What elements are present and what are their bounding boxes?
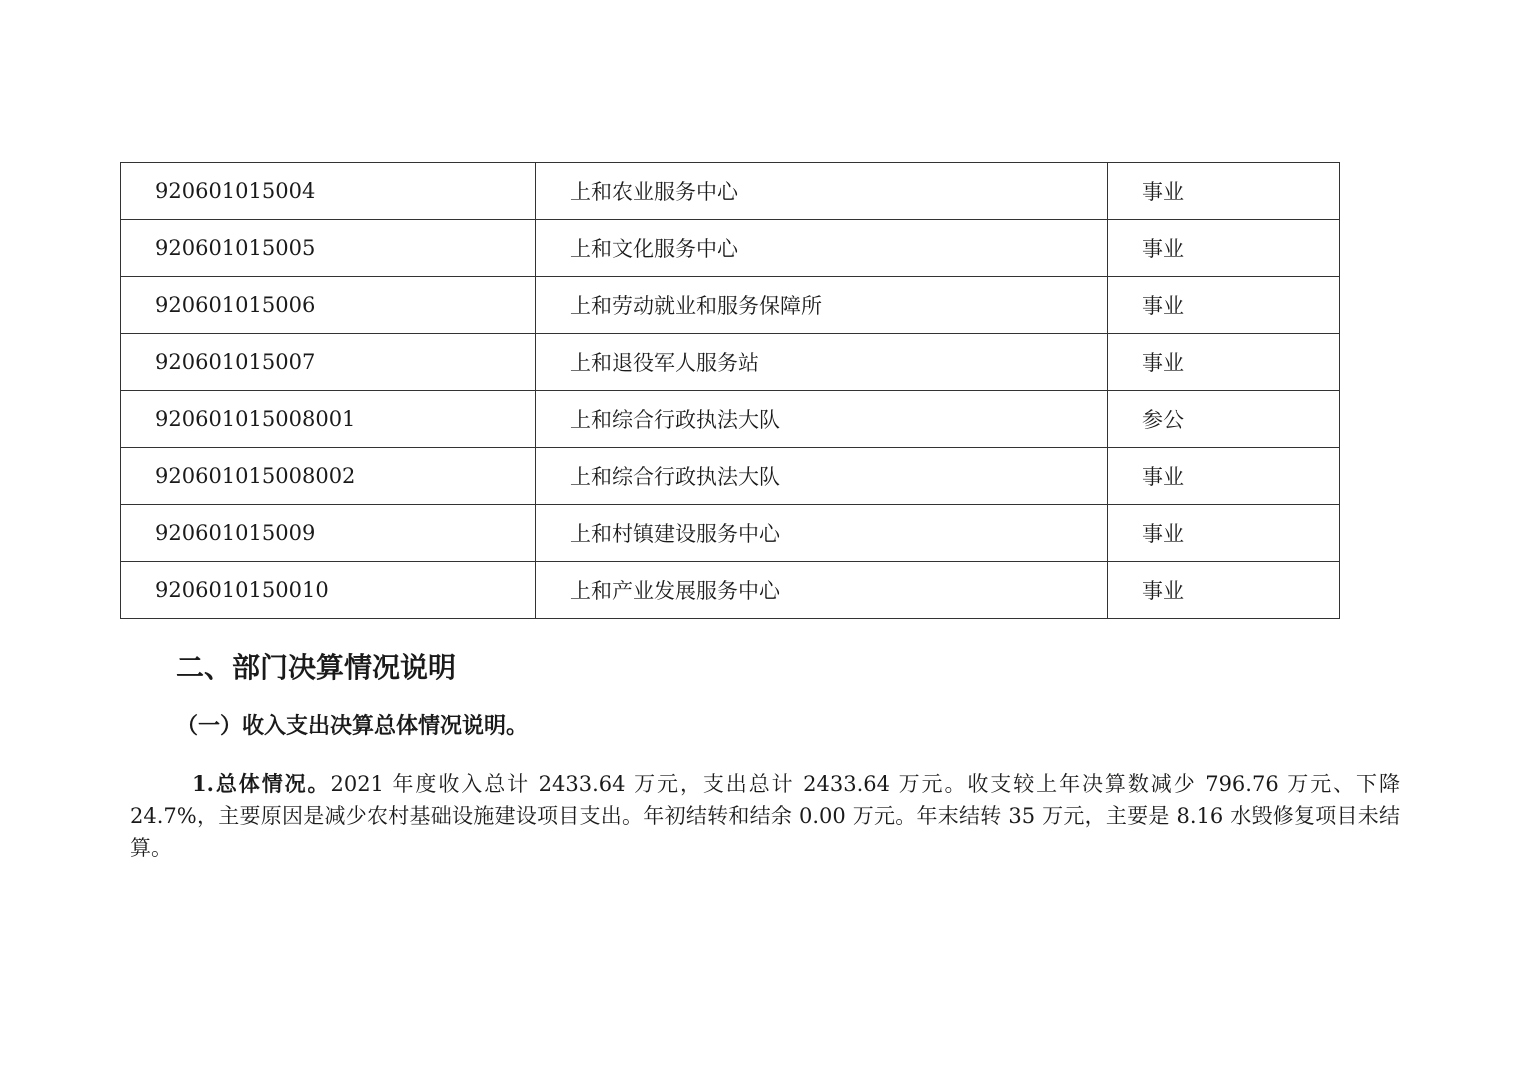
table-row	[121, 391, 1340, 448]
table-row	[121, 277, 1340, 334]
table-row	[121, 220, 1340, 277]
unit-name-cell: 上和综合行政执法大队	[536, 448, 1108, 505]
unit-type-cell: 事业	[1108, 277, 1340, 334]
unit-type-cell: 参公	[1108, 391, 1340, 448]
paragraph-lead: 1.总体情况。	[192, 771, 331, 796]
unit-type-cell: 事业	[1108, 334, 1340, 391]
unit-list-table	[120, 162, 1340, 619]
unit-type-cell: 事业	[1108, 505, 1340, 562]
unit-code-cell: 920601015006	[121, 277, 536, 334]
unit-code-cell: 9206010150010	[121, 562, 536, 619]
unit-code-cell: 920601015008002	[121, 448, 536, 505]
unit-code-cell: 920601015008001	[121, 391, 536, 448]
unit-name-cell: 上和劳动就业和服务保障所	[536, 277, 1108, 334]
paragraph-text: 2021 年度收入总计 2433.64 万元，支出总计 2433.64 万元。收支较上年决算数减少 796.76 万元、下降 24.7%，主要原因是减少农村基础设施建设项目支出。年初结转和结余 0.00 万元。年末结转 35 万元，主要是 8.16 水毁修复项目未结算。	[130, 772, 1400, 860]
overview-paragraph	[130, 768, 1400, 864]
table-row	[121, 163, 1340, 220]
table-row	[121, 505, 1340, 562]
unit-code-cell: 920601015005	[121, 220, 536, 277]
unit-name-cell: 上和村镇建设服务中心	[536, 505, 1108, 562]
unit-type-cell: 事业	[1108, 562, 1340, 619]
unit-type-cell: 事业	[1108, 163, 1340, 220]
sub-heading: （一）收入支出决算总体情况说明。	[176, 713, 529, 739]
unit-name-cell: 上和农业服务中心	[536, 163, 1108, 220]
unit-type-cell: 事业	[1108, 448, 1340, 505]
table-row	[121, 334, 1340, 391]
section-heading: 二、部门决算情况说明	[176, 651, 457, 684]
unit-name-cell: 上和综合行政执法大队	[536, 391, 1108, 448]
unit-name-cell: 上和产业发展服务中心	[536, 562, 1108, 619]
unit-type-cell: 事业	[1108, 220, 1340, 277]
table-row	[121, 562, 1340, 619]
table-row	[121, 448, 1340, 505]
unit-name-cell: 上和文化服务中心	[536, 220, 1108, 277]
unit-code-cell: 920601015007	[121, 334, 536, 391]
unit-code-cell: 920601015009	[121, 505, 536, 562]
unit-code-cell: 920601015004	[121, 163, 536, 220]
unit-name-cell: 上和退役军人服务站	[536, 334, 1108, 391]
